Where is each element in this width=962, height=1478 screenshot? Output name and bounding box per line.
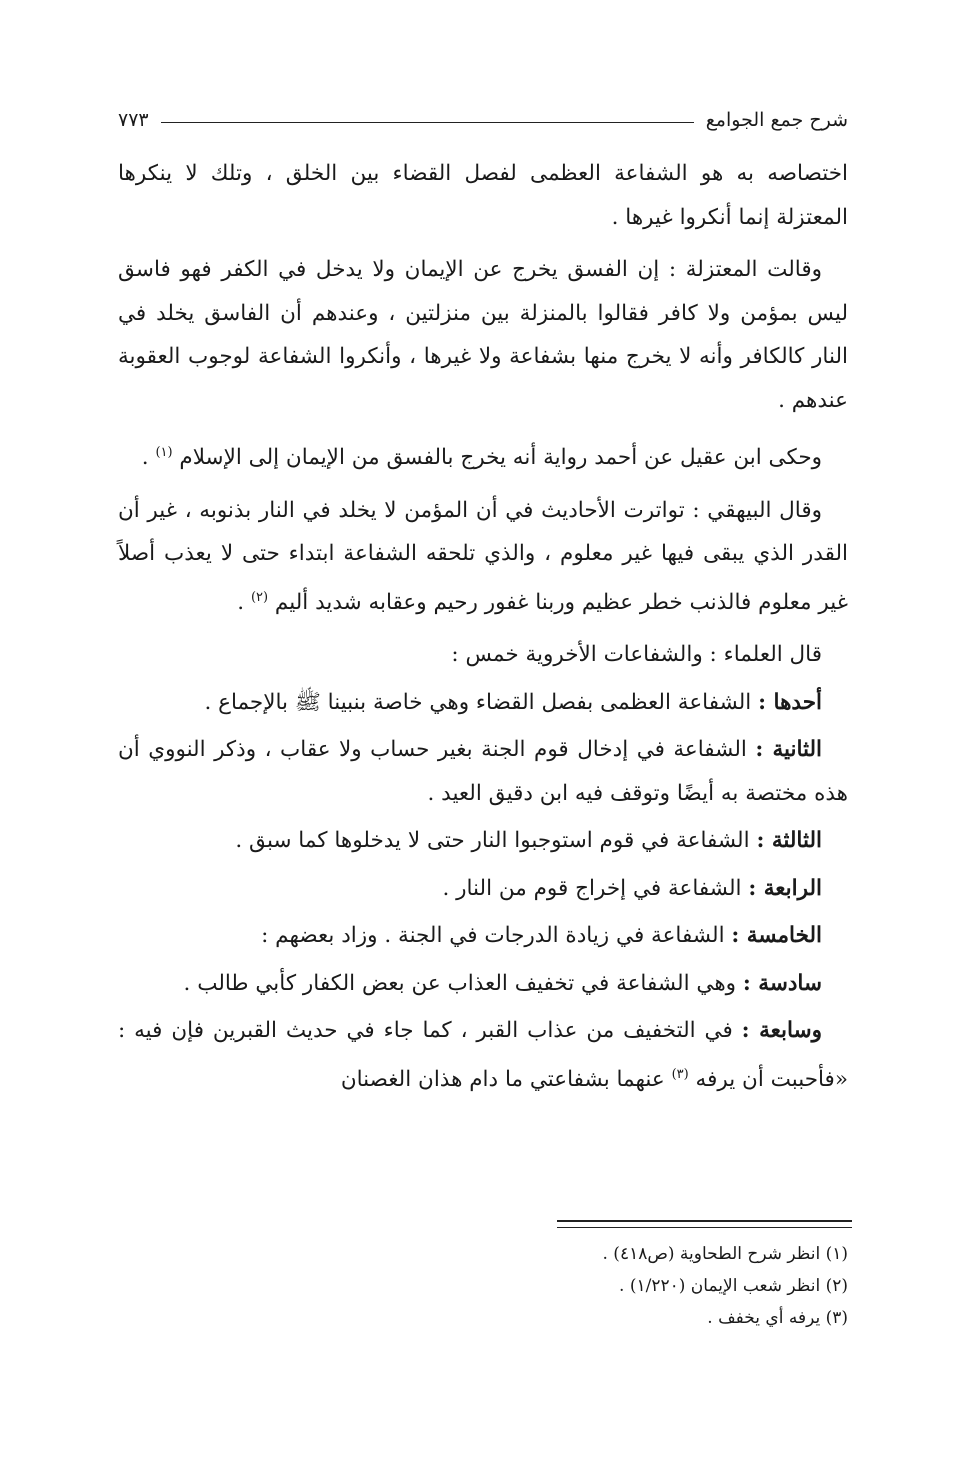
footnote-separator: [557, 1220, 852, 1228]
item-5-lead: الخامسة :: [731, 923, 822, 949]
page-number: ٧٧٣: [118, 109, 149, 131]
footnote-ref-1[interactable]: (١): [155, 445, 173, 460]
paragraph-4-text: وقال البيهقي : تواترت الأحاديث في أن المؤمن لا يخلد في النار بذنوبه ، غير أن القدر الذي يبقى فيها غير معلوم ، والذي تلحقه الشفاعة ابتداء حتى لا يعذب أصلاً غير معلوم فالذنب خطر عظيم وربنا غفور رحيم وعقابه شديد أليم: [118, 497, 848, 615]
list-item-2: [118, 728, 848, 815]
main-text: [118, 152, 848, 1105]
item-7-lead: وسابعة :: [741, 1018, 822, 1044]
item-7-text-after: عنهما بشفاعتي ما دام هذان الغصنان: [340, 1066, 665, 1092]
paragraph-5: قال العلماء : والشفاعات الأخروية خمس :: [451, 642, 822, 668]
item-5-text: الشفاعة في زيادة الدرجات في الجنة . وزاد بعضهم :: [261, 923, 725, 949]
footnotes: [500, 1238, 848, 1334]
item-4-lead: الرابعة :: [748, 875, 822, 901]
footnote-3: (٣) يرفه أي يخفف .: [707, 1308, 848, 1328]
item-3-text: الشفاعة في قوم استوجبوا النار حتى لا يدخلوها كما سبق .: [235, 828, 750, 854]
paragraph-1: اختصاصه به هو الشفاعة العظمى لفصل القضاء بين الخلق ، وتلك لا ينكرها المعتزلة إنما أنكروا غيرها .: [118, 161, 848, 230]
item-2-text: الشفاعة في إدخال قوم الجنة بغير حساب ولا عقاب ، وذكر النووي أن هذه مختصة به أيضًا وتوقف فيه ابن دقيق العيد .: [118, 737, 848, 806]
paragraph-4-end: .: [237, 589, 251, 615]
item-6-lead: سادسة :: [742, 970, 822, 996]
item-3-lead: الثالثة :: [756, 828, 822, 854]
item-7-text-before: في التخفيف من عذاب القبر ، كما جاء في حديث القبرين فإن فيه : «فأحببت أن يرفه: [118, 1018, 848, 1092]
footnote-ref-3[interactable]: (٣): [671, 1066, 689, 1082]
item-1-text: الشفاعة العظمى بفصل القضاء وهي خاصة بنبينا ﷺ بالإجماع .: [204, 689, 752, 715]
paragraph-3: [118, 431, 848, 480]
footnote-ref-2[interactable]: (٢): [250, 589, 269, 605]
list-item-7: [118, 1009, 848, 1101]
list-item-4: [118, 867, 848, 911]
item-2-lead: الثانية :: [755, 737, 823, 763]
footnote-2: (٢) انظر شعب الإيمان (١/٢٢٠) .: [619, 1276, 848, 1296]
list-item-6: [118, 962, 848, 1006]
item-4-text: الشفاعة في إخراج قوم من النار .: [442, 875, 742, 901]
paragraph-3-text: وحكى ابن عقيل عن أحمد رواية أنه يخرج بالفسق من الإيمان إلى الإسلام: [179, 445, 822, 471]
page-header: [118, 100, 848, 140]
paragraph-4: [118, 489, 848, 625]
list-item-1: [118, 681, 848, 725]
paragraph-2: وقالت المعتزلة : إن الفسق يخرج عن الإيمان ولا يدخل في الكفر فهو فاسق ليس بمؤمن ولا كافر فقالوا بالمنزلة بين منزلتين ، وعندهم أن الفاسق يخلد في النار كالكافر وأنه لا يخرج منها بشفاعة ولا غيرها ، وأنكروا الشفاعة لوجوب العقوبة عندهم .: [118, 257, 848, 413]
item-1-lead: أحدها :: [758, 689, 822, 715]
item-6-text: وهي الشفاعة في تخفيف العذاب عن بعض الكفار كأبي طالب .: [183, 970, 737, 996]
list-item-5: [118, 914, 848, 958]
header-rule: [161, 122, 694, 123]
paragraph-3-end: .: [141, 445, 156, 471]
list-item-3: [118, 819, 848, 863]
footnote-1: (١) انظر شرح الطحاوية (ص٤١٨) .: [602, 1244, 848, 1264]
running-title: شرح جمع الجوامع: [705, 109, 848, 131]
